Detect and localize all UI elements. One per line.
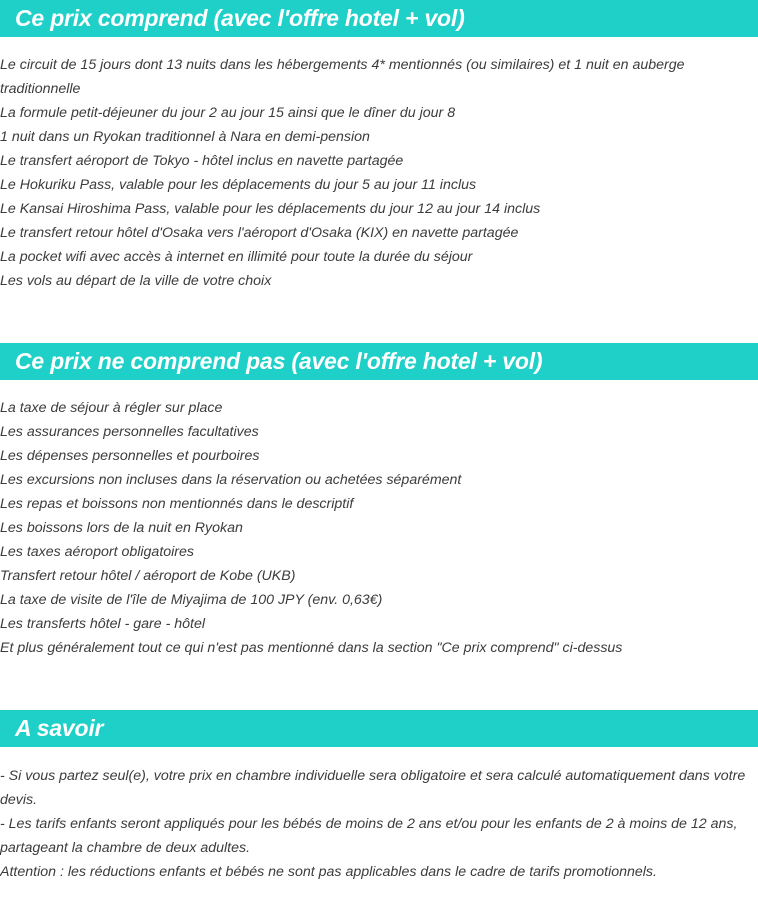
- list-item: Le transfert aéroport de Tokyo - hôtel inclus en navette partagée: [0, 153, 404, 169]
- good-to-know-heading: A savoir: [0, 710, 758, 747]
- list-item: Les boissons lors de la nuit en Ryokan: [0, 520, 243, 536]
- list-item: Les vols au départ de la ville de votre choix: [0, 273, 272, 289]
- list-item: Les dépenses personnelles et pourboires: [0, 448, 260, 464]
- list-item: Attention : les réductions enfants et bébés ne sont pas applicables dans le cadre de tarifs promotionnels.: [0, 864, 657, 880]
- list-item: La taxe de visite de l'île de Miyajima de 100 JPY (env. 0,63€): [0, 592, 383, 608]
- list-item: Et plus généralement tout ce qui n'est pas mentionné dans la section "Ce prix comprend" ci-dessus: [0, 640, 623, 656]
- list-item: Le circuit de 15 jours dont 13 nuits dans les hébergements 4* mentionnés (ou similaires) et 1 nuit en auberge traditionnelle: [0, 57, 685, 97]
- price-excludes-heading: Ce prix ne comprend pas (avec l'offre hotel + vol): [0, 343, 758, 380]
- list-item: Les taxes aéroport obligatoires: [0, 544, 195, 560]
- list-item: Transfert retour hôtel / aéroport de Kobe (UKB): [0, 568, 296, 584]
- good-to-know-list: [0, 764, 758, 884]
- list-item: Le Hokuriku Pass, valable pour les déplacements du jour 5 au jour 11 inclus: [0, 177, 477, 193]
- list-item: Les excursions non incluses dans la réservation ou achetées séparément: [0, 472, 462, 488]
- list-item: Les repas et boissons non mentionnés dans le descriptif: [0, 496, 354, 512]
- list-item: La formule petit-déjeuner du jour 2 au jour 15 ainsi que le dîner du jour 8: [0, 105, 456, 121]
- price-includes-heading: Ce prix comprend (avec l'offre hotel + vol): [0, 0, 758, 37]
- list-item: 1 nuit dans un Ryokan traditionnel à Nara en demi-pension: [0, 129, 370, 145]
- list-item: Le Kansai Hiroshima Pass, valable pour les déplacements du jour 12 au jour 14 inclus: [0, 201, 541, 217]
- list-item: Les assurances personnelles facultatives: [0, 424, 259, 440]
- price-includes-section: [0, 0, 758, 293]
- list-item: - Les tarifs enfants seront appliqués pour les bébés de moins de 2 ans et/ou pour les enfants de 2 à moins de 12 ans, partageant la chambre de deux adultes.: [0, 816, 738, 856]
- list-item: La pocket wifi avec accès à internet en illimité pour toute la durée du séjour: [0, 249, 473, 265]
- price-excludes-section: [0, 343, 758, 660]
- price-excludes-list: [0, 396, 758, 660]
- list-item: Les transferts hôtel - gare - hôtel: [0, 616, 206, 632]
- price-includes-list: [0, 53, 758, 293]
- good-to-know-section: [0, 710, 758, 884]
- list-item: La taxe de séjour à régler sur place: [0, 400, 223, 416]
- list-item: Le transfert retour hôtel d'Osaka vers l'aéroport d'Osaka (KIX) en navette partagée: [0, 225, 519, 241]
- list-item: - Si vous partez seul(e), votre prix en chambre individuelle sera obligatoire et sera calculé automatiquement dans votre devis.: [0, 768, 746, 808]
